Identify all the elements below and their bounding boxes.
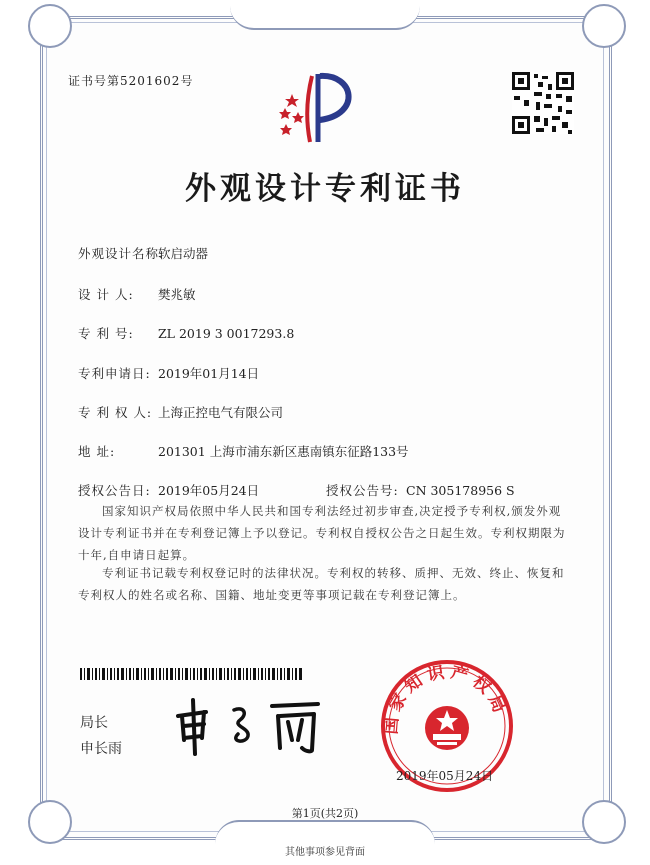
barcode-icon [80,668,302,680]
seal-date: 2019年05月24日 [396,769,494,783]
corner-ornament-icon [582,4,626,48]
field-designer [78,285,196,303]
field-label: 专利申请日: [78,366,151,381]
field-value: CN 305178956 S [406,483,515,498]
field-label: 设 计 人: [78,287,134,302]
field-address [78,442,409,460]
field-patent-number [78,324,294,342]
field-label: 外观设计名称: [78,246,165,261]
qr-code-icon [512,72,574,134]
top-border-ornament [230,6,420,30]
director-title: 局长 [80,715,108,731]
patent-office-logo-icon [276,70,356,146]
field-value: ZL 2019 3 0017293.8 [158,326,295,341]
field-filing-date [78,364,259,382]
paragraph-grant-statement: 国家知识产权局依照中华人民共和国专利法经过初步审查,决定授予专利权,颁发外观设计专利证书并在专利登记簿上予以登记。专利权自授权公告之日起生效。专利权期限为十年,自申请日起算。 [78,504,566,562]
field-patentee [78,403,283,421]
certificate-number: 证书号第5201602号 [68,74,194,88]
field-value: 2019年01月14日 [158,366,260,381]
field-value: 2019年05月24日 [158,483,260,498]
field-value: 樊兆敏 [158,287,196,302]
corner-ornament-icon [28,4,72,48]
field-value: 软启动器 [158,246,209,261]
field-label: 地 址: [78,444,116,459]
field-grant-date [78,481,338,499]
field-value: 201301 上海市浦东新区惠南镇东征路133号 [158,444,409,459]
field-label: 专 利 号: [78,326,134,341]
footnote: 其他事项参见背面 [285,847,365,858]
certificate-title: 外观设计专利证书 [185,171,465,207]
page-number: 第1页(共2页) [291,807,359,820]
field-design-name [78,244,208,262]
paragraph-legal-status: 专利证书记载专利权登记时的法律状况。专利权的转移、质押、无效、终止、恢复和专利权人的姓名或名称、国籍、地址变更等事项记载在专利登记簿上。 [78,566,565,602]
seal-text: 国家知识产权局 [381,662,511,736]
bottom-border-ornament [215,820,435,844]
field-label: 授权公告号: [326,483,399,498]
handwritten-signature [168,696,338,756]
field-label: 授权公告日: [78,483,151,498]
field-label: 专 利 权 人: [78,405,153,420]
field-grant-number [326,481,515,499]
director-name: 申长雨 [80,741,122,757]
field-value: 上海正控电气有限公司 [158,405,284,420]
